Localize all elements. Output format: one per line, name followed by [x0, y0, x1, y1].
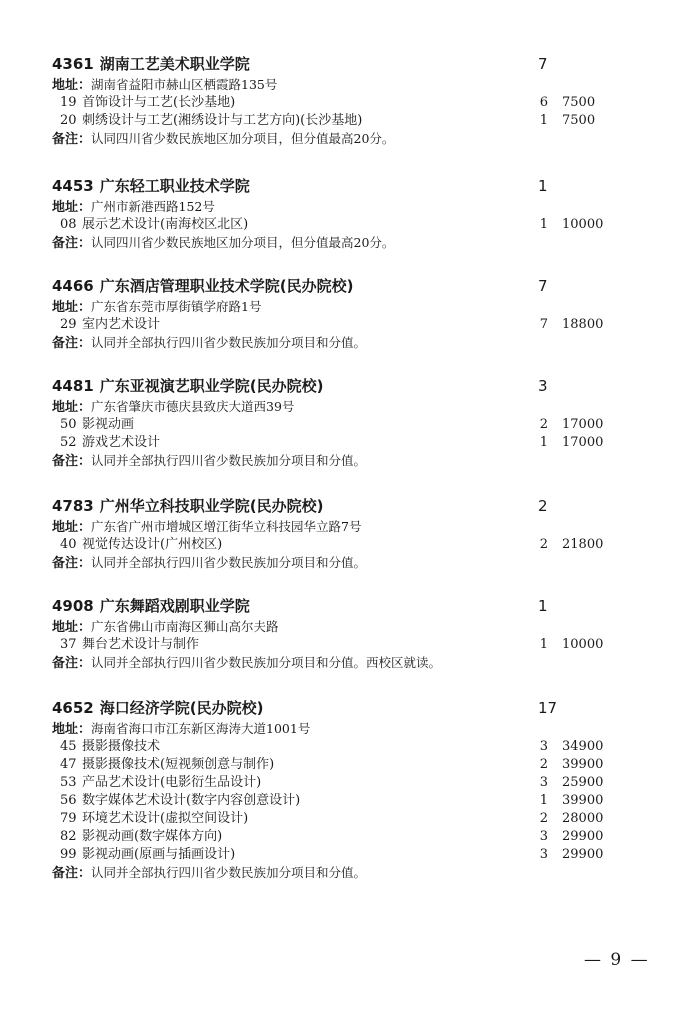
address-value: 湖南省益阳市赫山区栖霞路135号 [91, 77, 278, 92]
major-tuition: 18800 [562, 317, 604, 332]
school-address [52, 720, 612, 738]
major-tuition: 21800 [562, 537, 604, 552]
major-row [52, 792, 612, 810]
note-label: 备注： [52, 236, 92, 251]
major-name: 摄影摄像技术(短视频创意与制作) [82, 757, 275, 772]
school-header [52, 696, 612, 720]
note-value: 认同并全部执行四川省少数民族加分项目和分值。西校区就读。 [91, 655, 442, 670]
school-note [52, 452, 612, 470]
note-value: 认同并全部执行四川省少数民族加分项目和分值。 [91, 865, 367, 880]
school-code: 4453 [52, 177, 94, 195]
address-value: 广州市新港西路152号 [91, 199, 215, 214]
school-name: 广东亚视演艺职业学院(民办院校) [99, 377, 324, 395]
major-tuition: 10000 [562, 637, 604, 652]
major-quota: 3 [539, 739, 548, 754]
school-header [52, 594, 612, 618]
school-header [52, 274, 612, 298]
note-value: 认同并全部执行四川省少数民族加分项目和分值。 [91, 555, 367, 570]
school-name: 湖南工艺美术职业学院 [99, 55, 250, 73]
school-total-quota: 1 [538, 177, 548, 195]
major-tuition: 25900 [562, 775, 604, 790]
major-code: 47 [60, 757, 77, 772]
school-address [52, 518, 612, 536]
school-code: 4466 [52, 277, 94, 295]
major-name: 摄影摄像技术 [82, 739, 161, 754]
major-code: 50 [60, 417, 77, 432]
major-tuition: 7500 [562, 113, 596, 128]
school-note [52, 334, 612, 352]
major-tuition: 39900 [562, 793, 604, 808]
major-code: 53 [60, 775, 77, 790]
school-name: 广东轻工职业技术学院 [99, 177, 250, 195]
major-tuition: 7500 [562, 95, 596, 110]
page-number: — 9 — [584, 950, 650, 970]
major-row [52, 810, 612, 828]
major-code: 37 [60, 637, 77, 652]
major-row [52, 738, 612, 756]
major-quota: 2 [539, 811, 548, 826]
major-name: 视觉传达设计(广州校区) [82, 537, 223, 552]
school-header [52, 494, 612, 518]
school-note [52, 130, 612, 148]
major-tuition: 29900 [562, 829, 604, 844]
major-name: 刺绣设计与工艺(湘绣设计与工艺方向)(长沙基地) [82, 113, 363, 128]
major-quota: 1 [539, 637, 548, 652]
major-row [52, 112, 612, 130]
school-entry [52, 494, 612, 572]
school-entry [52, 594, 612, 672]
major-row [52, 846, 612, 864]
address-label: 地址： [52, 200, 92, 215]
note-label: 备注： [52, 132, 92, 147]
note-label: 备注： [52, 866, 92, 881]
major-row [52, 636, 612, 654]
school-total-quota: 7 [538, 55, 548, 73]
major-name: 首饰设计与工艺(长沙基地) [82, 95, 236, 110]
major-name: 数字媒体艺术设计(数字内容创意设计) [82, 793, 301, 808]
major-quota: 1 [539, 435, 548, 450]
major-quota: 7 [539, 317, 548, 332]
school-name: 广东酒店管理职业技术学院(民办院校) [99, 277, 354, 295]
school-code: 4481 [52, 377, 94, 395]
major-row [52, 828, 612, 846]
major-tuition: 10000 [562, 217, 604, 232]
school-address [52, 198, 612, 216]
major-quota: 3 [539, 829, 548, 844]
major-tuition: 17000 [562, 417, 604, 432]
school-header [52, 374, 612, 398]
school-address [52, 398, 612, 416]
school-note [52, 234, 612, 252]
school-total-quota: 7 [538, 277, 548, 295]
note-label: 备注： [52, 556, 92, 571]
school-code: 4652 [52, 699, 94, 717]
major-name: 室内艺术设计 [82, 317, 161, 332]
school-total-quota: 3 [538, 377, 548, 395]
major-code: 40 [60, 537, 77, 552]
major-row [52, 416, 612, 434]
note-value: 认同四川省少数民族地区加分项目，但分值最高20分。 [91, 131, 395, 146]
major-name: 影视动画(数字媒体方向) [82, 829, 223, 844]
school-header [52, 174, 612, 198]
major-row [52, 94, 612, 112]
note-label: 备注： [52, 454, 92, 469]
major-row [52, 536, 612, 554]
school-entry [52, 274, 612, 352]
major-code: 19 [60, 95, 77, 110]
major-row [52, 756, 612, 774]
major-row [52, 774, 612, 792]
major-name: 舞台艺术设计与制作 [82, 637, 200, 652]
school-note [52, 864, 612, 882]
major-quota: 1 [539, 793, 548, 808]
address-label: 地址： [52, 722, 92, 737]
major-quota: 1 [539, 113, 548, 128]
major-code: 52 [60, 435, 77, 450]
school-address [52, 298, 612, 316]
major-tuition: 28000 [562, 811, 604, 826]
school-total-quota: 2 [538, 497, 548, 515]
note-value: 认同并全部执行四川省少数民族加分项目和分值。 [91, 335, 367, 350]
major-name: 游戏艺术设计 [82, 435, 161, 450]
school-name: 广州华立科技职业学院(民办院校) [99, 497, 324, 515]
school-name: 海口经济学院(民办院校) [99, 699, 264, 717]
note-label: 备注： [52, 336, 92, 351]
major-code: 56 [60, 793, 77, 808]
school-note [52, 654, 612, 672]
major-row [52, 216, 612, 234]
major-code: 08 [60, 217, 77, 232]
address-label: 地址： [52, 520, 92, 535]
school-address [52, 618, 612, 636]
address-label: 地址： [52, 78, 92, 93]
major-name: 影视动画 [82, 417, 135, 432]
address-value: 广东省肇庆市德庆县致庆大道西39号 [91, 399, 295, 414]
major-name: 影视动画(原画与插画设计) [82, 847, 236, 862]
school-entry [52, 52, 612, 148]
school-name: 广东舞蹈戏剧职业学院 [99, 597, 250, 615]
address-label: 地址： [52, 400, 92, 415]
major-code: 82 [60, 829, 77, 844]
major-tuition: 17000 [562, 435, 604, 450]
school-code: 4361 [52, 55, 94, 73]
major-tuition: 34900 [562, 739, 604, 754]
major-quota: 3 [539, 847, 548, 862]
major-tuition: 39900 [562, 757, 604, 772]
school-entry [52, 374, 612, 470]
school-header [52, 52, 612, 76]
school-code: 4908 [52, 597, 94, 615]
major-quota: 1 [539, 217, 548, 232]
major-quota: 2 [539, 757, 548, 772]
address-value: 广东省东莞市厚街镇学府路1号 [91, 299, 262, 314]
major-code: 45 [60, 739, 77, 754]
note-value: 认同并全部执行四川省少数民族加分项目和分值。 [91, 453, 367, 468]
major-name: 展示艺术设计(南海校区北区) [82, 217, 249, 232]
note-value: 认同四川省少数民族地区加分项目，但分值最高20分。 [91, 235, 395, 250]
major-name: 环境艺术设计(虚拟空间设计) [82, 811, 249, 826]
major-row [52, 316, 612, 334]
address-value: 广东省佛山市南海区狮山高尔夫路 [91, 619, 279, 634]
major-quota: 6 [539, 95, 548, 110]
major-quota: 3 [539, 775, 548, 790]
note-label: 备注： [52, 656, 92, 671]
address-value: 海南省海口市江东新区海涛大道1001号 [91, 721, 311, 736]
major-tuition: 29900 [562, 847, 604, 862]
major-code: 79 [60, 811, 77, 826]
address-value: 广东省广州市增城区增江街华立科技园华立路7号 [91, 519, 362, 534]
school-total-quota: 17 [538, 699, 558, 717]
major-row [52, 434, 612, 452]
school-code: 4783 [52, 497, 94, 515]
major-code: 29 [60, 317, 77, 332]
address-label: 地址： [52, 620, 92, 635]
school-entry [52, 174, 612, 252]
major-code: 20 [60, 113, 77, 128]
school-entry [52, 696, 612, 882]
major-name: 产品艺术设计(电影衍生品设计) [82, 775, 262, 790]
school-total-quota: 1 [538, 597, 548, 615]
address-label: 地址： [52, 300, 92, 315]
major-quota: 2 [539, 417, 548, 432]
school-address [52, 76, 612, 94]
major-quota: 2 [539, 537, 548, 552]
major-code: 99 [60, 847, 77, 862]
school-note [52, 554, 612, 572]
